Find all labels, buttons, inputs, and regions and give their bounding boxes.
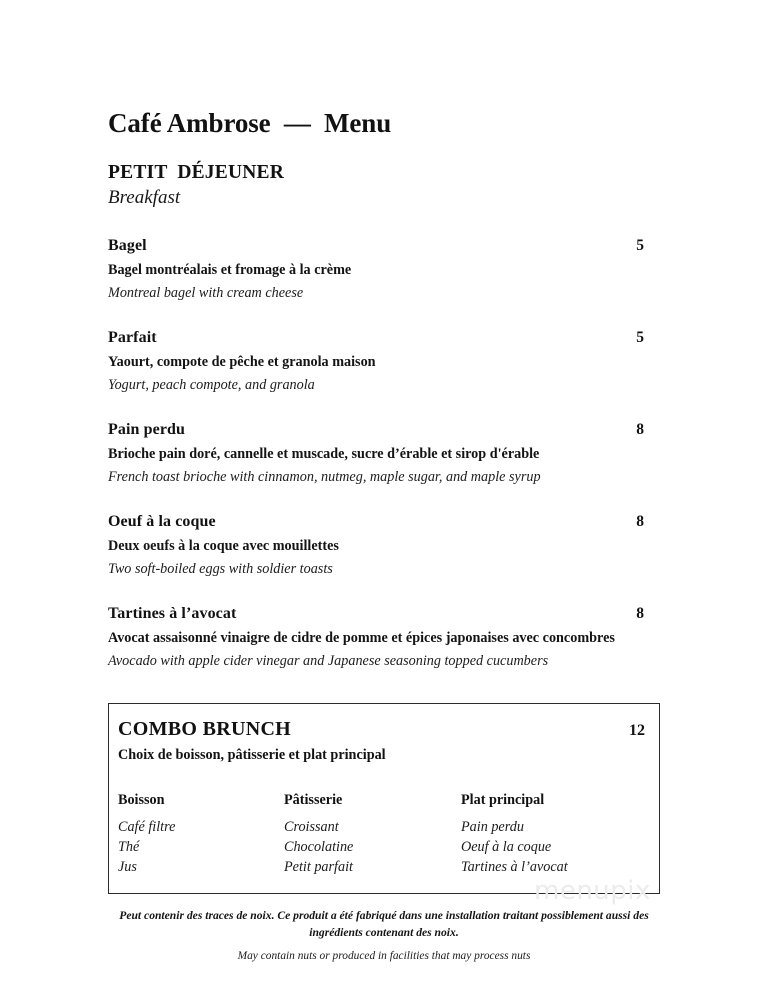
menupix-watermark: menupix <box>534 876 651 906</box>
menu-item-name: Oeuf à la coque <box>108 513 216 531</box>
menu-item-name: Tartines à l’avocat <box>108 605 237 623</box>
allergen-disclaimer-en: May contain nuts or produced in facilities that may process nuts <box>237 949 531 962</box>
menu-item-name: Parfait <box>108 329 157 347</box>
combo-option: Oeuf à la coque <box>461 838 552 855</box>
combo-column-heading: Pâtisserie <box>284 792 343 809</box>
combo-option: Chocolatine <box>284 838 354 855</box>
combo-option: Jus <box>118 859 137 876</box>
combo-title: COMBO BRUNCH <box>118 718 292 741</box>
menu-item-price: 5 <box>636 329 644 347</box>
menu-item-name: Pain perdu <box>108 421 186 439</box>
menu-item-header <box>108 236 660 257</box>
menu-item-price: 8 <box>636 513 644 531</box>
menu-item-description-en: Two soft-boiled eggs with soldier toasts <box>108 560 333 577</box>
menu-item-name: Bagel <box>108 237 147 255</box>
menu-item-header <box>108 328 660 349</box>
menu-item-price: 8 <box>636 421 644 439</box>
menu-item <box>108 604 660 671</box>
combo-column-patisserie <box>284 791 461 877</box>
section-title-en: Breakfast <box>108 187 181 209</box>
page-title: Café Ambrose — Menu <box>108 108 392 138</box>
combo-column-heading: Boisson <box>118 792 165 809</box>
menu-item-header <box>108 604 660 625</box>
combo-column-boisson <box>118 791 284 877</box>
menu-item <box>108 236 660 303</box>
menu-item-description-en: Yogurt, peach compote, and granola <box>108 376 315 393</box>
menu-item-price: 8 <box>636 605 644 623</box>
menu-item <box>108 512 660 579</box>
combo-options-grid <box>118 791 645 877</box>
menu-item-description-fr: Yaourt, compote de pêche et granola maison <box>108 353 376 370</box>
menu-item-list <box>108 236 660 671</box>
menu-item <box>108 420 660 487</box>
combo-header <box>118 717 645 741</box>
combo-column-heading: Plat principal <box>461 792 545 809</box>
section-breakfast-heading <box>108 161 660 210</box>
combo-option: Café filtre <box>118 818 176 835</box>
combo-option: Petit parfait <box>284 859 353 876</box>
menu-item-price: 5 <box>636 237 644 255</box>
menu-item-description-fr: Avocat assaisonné vinaigre de cidre de pomme et épices japonaises avec concombres <box>108 629 615 646</box>
combo-price: 12 <box>629 722 645 740</box>
combo-column-plat-principal <box>461 791 568 877</box>
menu-item-description-en: Montreal bagel with cream cheese <box>108 284 304 301</box>
section-title-fr: PETIT DÉJEUNER <box>108 162 285 184</box>
menu-item-description-en: French toast brioche with cinnamon, nutmeg, maple sugar, and maple syrup <box>108 468 541 485</box>
menu-content <box>108 0 660 894</box>
menu-item-header <box>108 512 660 533</box>
menu-item <box>108 328 660 395</box>
allergen-disclaimer <box>104 908 664 965</box>
combo-brunch-box <box>108 703 660 894</box>
menu-item-description-en: Avocado with apple cider vinegar and Japanese seasoning topped cucumbers <box>108 652 549 669</box>
menu-item-description-fr: Bagel montréalais et fromage à la crème <box>108 261 352 278</box>
combo-option: Pain perdu <box>461 818 524 835</box>
menu-item-header <box>108 420 660 441</box>
combo-subtitle: Choix de boisson, pâtisserie et plat principal <box>118 747 386 764</box>
allergen-disclaimer-fr: Peut contenir des traces de noix. Ce produit a été fabriqué dans une installation traitant possiblement aussi des ingrédients contenant des noix. <box>119 909 649 939</box>
combo-option: Thé <box>118 838 140 855</box>
combo-option: Tartines à l’avocat <box>461 859 568 876</box>
combo-option: Croissant <box>284 818 339 835</box>
menu-item-description-fr: Deux oeufs à la coque avec mouillettes <box>108 537 339 554</box>
menu-item-description-fr: Brioche pain doré, cannelle et muscade, sucre d’érable et sirop d'érable <box>108 445 540 462</box>
